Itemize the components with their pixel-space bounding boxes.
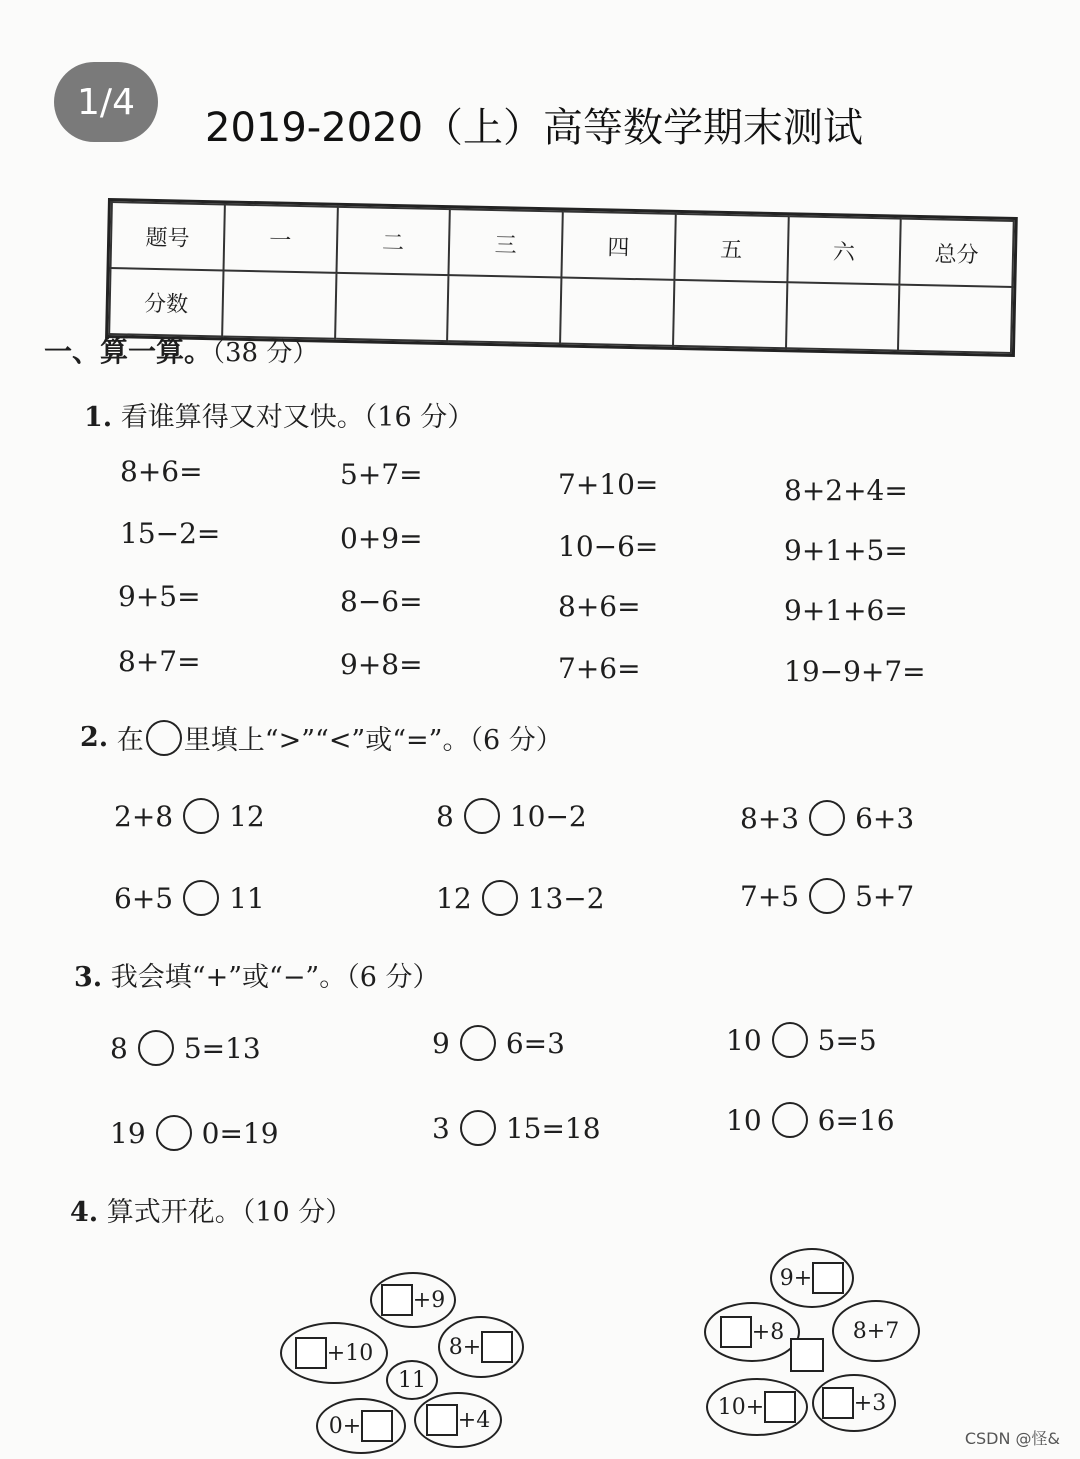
flower-petal <box>438 1316 524 1378</box>
expr-right: 10−2 <box>509 799 587 833</box>
equation: 8+6= <box>120 455 203 488</box>
flower-center <box>790 1338 824 1372</box>
score-cell: 题号 <box>111 202 225 270</box>
petal-text: 8+ <box>448 1334 482 1360</box>
flower-petal <box>316 1398 406 1454</box>
circle-symbol-icon <box>146 720 182 756</box>
expr-left: 3 <box>432 1111 450 1145</box>
equation: 9+5= <box>118 580 201 613</box>
operator-item <box>432 1110 601 1146</box>
expr-left: 10 <box>726 1103 762 1137</box>
question-3-heading <box>74 955 440 994</box>
answer-circle[interactable] <box>138 1030 174 1066</box>
expr-left: 12 <box>436 881 472 915</box>
answer-box[interactable] <box>481 1331 513 1363</box>
answer-box[interactable] <box>295 1337 327 1369</box>
question-1-heading <box>84 395 474 434</box>
petal-text: 8+7 <box>852 1318 900 1344</box>
flower-petal <box>706 1378 808 1436</box>
equation: 8+6= <box>558 590 641 623</box>
operator-item <box>110 1115 279 1151</box>
score-cell: 三 <box>449 209 563 277</box>
answer-circle[interactable] <box>772 1102 808 1138</box>
expr-right: 5=5 <box>817 1023 877 1057</box>
question-2-heading <box>80 718 563 757</box>
flower-petal <box>370 1272 456 1328</box>
equation: 10−6= <box>558 530 659 563</box>
score-cell: 六 <box>787 216 901 284</box>
operator-item <box>432 1025 565 1061</box>
operator-item <box>110 1030 261 1066</box>
expr-right: 5=13 <box>183 1031 261 1065</box>
petal-text: 10+ <box>717 1394 765 1420</box>
answer-box[interactable] <box>426 1404 458 1436</box>
score-cell: 二 <box>336 207 450 275</box>
comparison-item <box>114 798 265 834</box>
petal-text: 0+ <box>328 1413 362 1439</box>
equation: 9+8= <box>340 648 423 681</box>
score-cell: 五 <box>674 214 788 282</box>
equation: 8+2+4= <box>784 474 908 507</box>
question-number: 2. <box>80 722 109 753</box>
equation: 8−6= <box>340 585 423 618</box>
equation: 9+1+5= <box>784 534 908 567</box>
score-blank[interactable] <box>898 285 1012 353</box>
answer-circle[interactable] <box>460 1025 496 1061</box>
question-number: 3. <box>74 962 103 993</box>
expr-left: 6+5 <box>114 881 174 915</box>
answer-box[interactable] <box>361 1410 393 1442</box>
answer-box[interactable] <box>720 1316 752 1348</box>
center-answer-box[interactable] <box>790 1338 824 1372</box>
petal-text: +10 <box>326 1340 374 1366</box>
answer-circle[interactable] <box>464 798 500 834</box>
answer-box[interactable] <box>822 1387 854 1419</box>
equation: 8+7= <box>118 645 201 678</box>
answer-circle[interactable] <box>772 1022 808 1058</box>
comparison-item <box>114 880 265 916</box>
equation: 5+7= <box>340 458 423 491</box>
flower-petal <box>832 1300 920 1362</box>
petal-text: +3 <box>853 1390 887 1416</box>
flower-petal <box>704 1302 800 1362</box>
question-text: 里填上“>”“<”或“=”。（6 分） <box>183 725 563 756</box>
equation: 15−2= <box>120 517 221 550</box>
petal-text: +4 <box>457 1407 491 1433</box>
score-blank[interactable] <box>447 275 561 343</box>
expr-right: 13−2 <box>527 881 605 915</box>
expr-left: 2+8 <box>114 799 174 833</box>
center-number: 11 <box>398 1367 426 1393</box>
comparison-item <box>740 800 914 836</box>
page-indicator-badge: 1/4 <box>54 62 158 142</box>
expr-right: 12 <box>229 799 265 833</box>
equation: 0+9= <box>340 522 423 555</box>
petal-text: +8 <box>751 1319 785 1345</box>
expr-right: 6=16 <box>817 1103 895 1137</box>
flower-petal <box>414 1392 502 1448</box>
answer-circle[interactable] <box>482 880 518 916</box>
watermark: CSDN @怪& <box>964 1429 1060 1448</box>
petal-text: 9+ <box>779 1265 813 1291</box>
operator-item <box>726 1102 895 1138</box>
expr-right: 6=3 <box>505 1026 565 1060</box>
expr-left: 19 <box>110 1116 146 1150</box>
score-blank[interactable] <box>335 273 449 341</box>
flower-petal <box>280 1322 388 1384</box>
question-number: 4. <box>70 1197 99 1228</box>
petal-text: +9 <box>412 1287 446 1313</box>
question-number: 1. <box>84 402 113 433</box>
score-cell: 总分 <box>900 219 1014 287</box>
expr-left: 10 <box>726 1023 762 1057</box>
comparison-item <box>740 878 914 914</box>
answer-box[interactable] <box>812 1262 844 1294</box>
answer-circle[interactable] <box>156 1115 192 1151</box>
score-cell: 一 <box>223 204 337 272</box>
operator-item <box>726 1022 877 1058</box>
expr-right: 0=19 <box>201 1116 279 1150</box>
score-blank[interactable] <box>222 270 336 338</box>
answer-box[interactable] <box>764 1391 796 1423</box>
answer-circle[interactable] <box>460 1110 496 1146</box>
score-blank[interactable] <box>673 280 787 348</box>
answer-circle[interactable] <box>809 800 845 836</box>
score-cell: 分数 <box>109 268 223 336</box>
section-title: 一、算一算。 <box>44 335 213 368</box>
equation: 9+1+6= <box>784 594 908 627</box>
expr-left: 9 <box>432 1026 450 1060</box>
flower-center <box>386 1360 438 1400</box>
expr-right: 15=18 <box>505 1111 601 1145</box>
question-text: 我会填“+”或“−”。（6 分） <box>110 962 440 993</box>
equation: 7+6= <box>558 652 641 685</box>
page-title: 2019-2020（上）高等数学期末测试 <box>205 105 864 151</box>
expr-left: 8+3 <box>740 801 800 835</box>
expr-right: 5+7 <box>855 879 915 913</box>
equation: 19−9+7= <box>784 655 926 688</box>
question-text: 算式开花。（10 分） <box>106 1197 353 1228</box>
answer-box[interactable] <box>381 1284 413 1316</box>
question-text: 在 <box>116 725 144 756</box>
score-blank[interactable] <box>560 278 674 346</box>
question-4-heading <box>70 1190 352 1229</box>
score-cell: 四 <box>561 212 675 280</box>
expr-left: 7+5 <box>740 879 800 913</box>
expr-right: 11 <box>229 881 265 915</box>
section-points: （38 分） <box>212 338 319 368</box>
expr-right: 6+3 <box>855 801 915 835</box>
flower-petal <box>812 1374 896 1432</box>
answer-circle[interactable] <box>183 798 219 834</box>
answer-circle[interactable] <box>183 880 219 916</box>
equation: 7+10= <box>558 468 659 501</box>
expr-left: 8 <box>436 799 454 833</box>
section-heading <box>44 330 318 370</box>
comparison-item <box>436 798 587 834</box>
score-blank[interactable] <box>786 282 900 350</box>
flower-petal <box>770 1248 854 1308</box>
expr-left: 8 <box>110 1031 128 1065</box>
comparison-item <box>436 880 605 916</box>
question-text: 看谁算得又对又快。（16 分） <box>120 402 475 433</box>
answer-circle[interactable] <box>809 878 845 914</box>
